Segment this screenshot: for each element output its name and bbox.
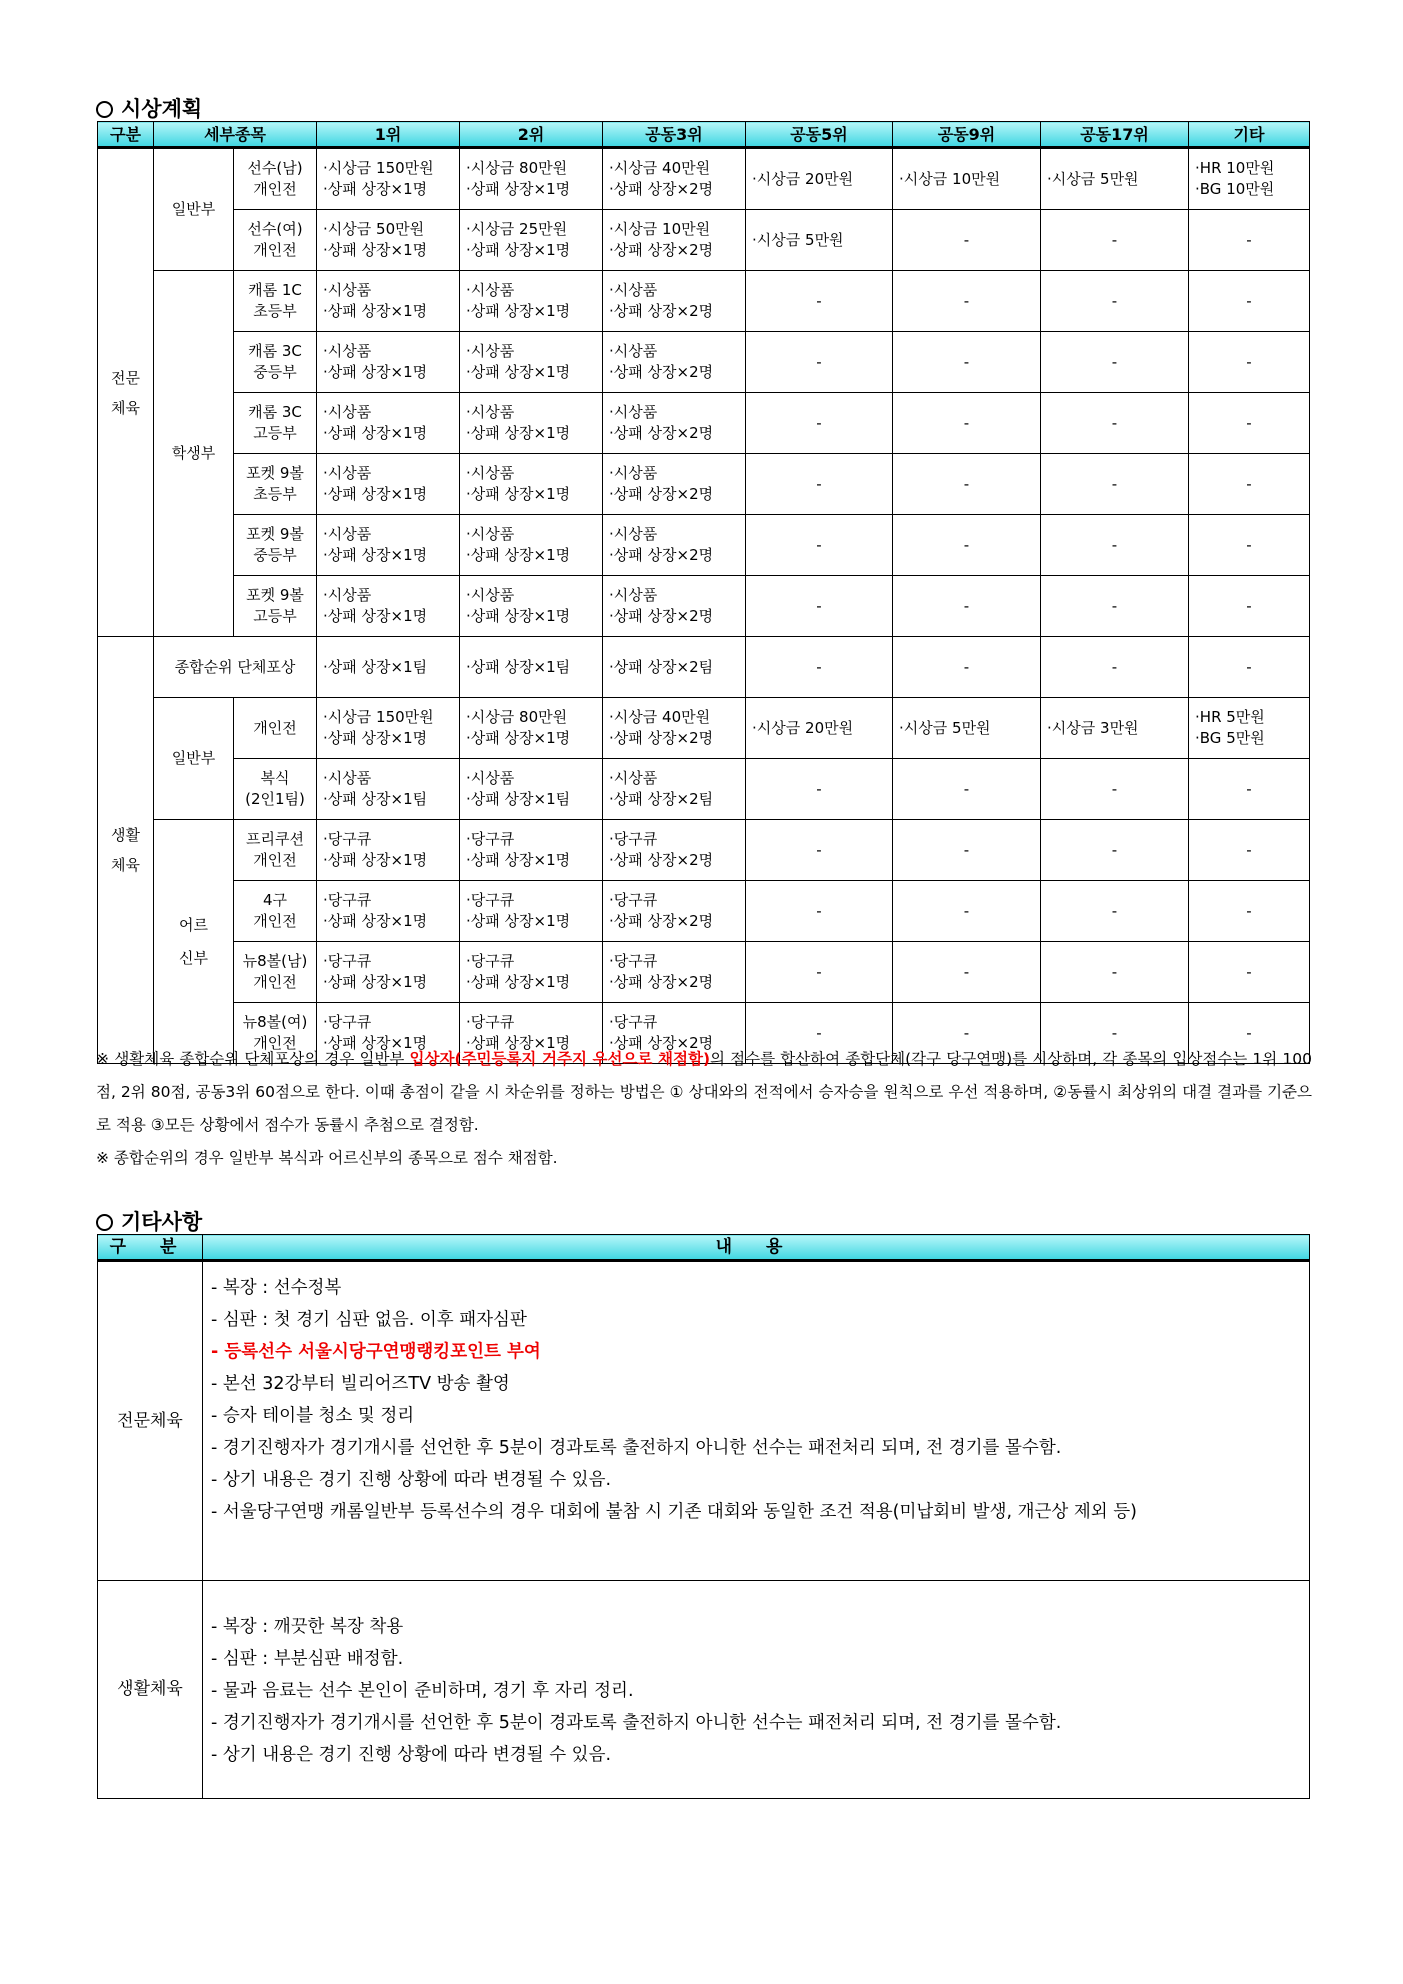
- table-row: [98, 515, 1310, 576]
- prize-cell-p17: -: [1041, 332, 1189, 393]
- event-cell: 포켓 9볼 고등부: [234, 576, 317, 637]
- event-cell: 캐롬 3C 중등부: [234, 332, 317, 393]
- prize-cell-p17: -: [1041, 881, 1189, 942]
- prize-cell-p9: -: [893, 393, 1041, 454]
- subgroup-cell-student: 학생부: [154, 271, 234, 637]
- prize-cell-p1: ·시상금 50만원 ·상패 상장×1명: [317, 210, 460, 271]
- prize-cell-p1: ·시상품 ·상패 상장×1명: [317, 271, 460, 332]
- prize-cell-etc: -: [1189, 637, 1310, 698]
- header-etc: 기타: [1189, 122, 1310, 148]
- table-row: [98, 698, 1310, 759]
- prize-cell-p17: ·시상금 3만원: [1041, 698, 1189, 759]
- header-3rd: 공동3위: [603, 122, 746, 148]
- prize-cell-p2: ·시상품 ·상패 상장×1명: [460, 271, 603, 332]
- prize-cell-p5: -: [746, 820, 893, 881]
- list-item: - 승자 테이블 청소 및 정리: [211, 1400, 1301, 1432]
- etc-row-life: [98, 1581, 1310, 1799]
- event-cell: 뉴8볼(여) 개인전: [234, 1003, 317, 1064]
- subgroup-cell-general: 일반부: [154, 148, 234, 271]
- prize-cell-p17: -: [1041, 759, 1189, 820]
- subgroup-cell-elder: 어르 신부: [154, 820, 234, 1064]
- table-row: [98, 393, 1310, 454]
- prize-cell-p5: -: [746, 759, 893, 820]
- table-row: [98, 576, 1310, 637]
- prize-cell-p2: ·시상금 80만원 ·상패 상장×1명: [460, 148, 603, 210]
- header-9th: 공동9위: [893, 122, 1041, 148]
- prize-cell-p5: -: [746, 271, 893, 332]
- prize-cell-p17: ·시상금 5만원: [1041, 148, 1189, 210]
- list-item: - 복장 : 선수정복: [211, 1272, 1301, 1304]
- event-cell: 개인전: [234, 698, 317, 759]
- prize-cell-p9: -: [893, 271, 1041, 332]
- header-category: 구분: [98, 122, 154, 148]
- table-row: [98, 210, 1310, 271]
- list-item: - 경기진행자가 경기개시를 선언한 후 5분이 경과토록 출전하지 아니한 선수는 패전처리 되며, 전 경기를 몰수함.: [211, 1707, 1301, 1739]
- etc-content-pro: [203, 1261, 1310, 1581]
- prize-cell-p5: -: [746, 515, 893, 576]
- highlight-text: 입상자(주민등록지 거주지 우선으로 채점함): [409, 1050, 711, 1068]
- prize-cell-p9: -: [893, 576, 1041, 637]
- group-cell-pro: 전문 체육: [98, 148, 154, 637]
- prize-cell-p3: ·시상품 ·상패 상장×2명: [603, 271, 746, 332]
- group-cell-life: 생활 체육: [98, 637, 154, 1064]
- prize-cell-p17: -: [1041, 942, 1189, 1003]
- prize-cell-p3: ·시상금 40만원 ·상패 상장×2명: [603, 148, 746, 210]
- prize-cell-p1: ·시상품 ·상패 상장×1팀: [317, 759, 460, 820]
- prize-cell-p1: ·상패 상장×1팀: [317, 637, 460, 698]
- event-cell: 포켓 9볼 초등부: [234, 454, 317, 515]
- etc-list-pro: [211, 1272, 1301, 1528]
- table-header-row: [98, 122, 1310, 148]
- prize-cell-p2: ·시상품 ·상패 상장×1명: [460, 393, 603, 454]
- table-row: [98, 942, 1310, 1003]
- prize-cell-p5: ·시상금 20만원: [746, 698, 893, 759]
- table-row: [98, 637, 1310, 698]
- table-row: [98, 881, 1310, 942]
- etc-category-life: 생활체육: [98, 1581, 203, 1799]
- list-item: - 심판 : 부분심판 배정함.: [211, 1643, 1301, 1675]
- table-row: [98, 759, 1310, 820]
- prize-cell-p3: ·당구큐 ·상패 상장×2명: [603, 1003, 746, 1064]
- prize-cell-etc: -: [1189, 454, 1310, 515]
- list-item: - 본선 32강부터 빌리어즈TV 방송 촬영: [211, 1368, 1301, 1400]
- prize-cell-p3: ·당구큐 ·상패 상장×2명: [603, 942, 746, 1003]
- prize-cell-p3: ·시상금 40만원 ·상패 상장×2명: [603, 698, 746, 759]
- list-item: - 심판 : 첫 경기 심판 없음. 이후 패자심판: [211, 1304, 1301, 1336]
- prize-cell-p5: ·시상금 5만원: [746, 210, 893, 271]
- header-2nd: 2위: [460, 122, 603, 148]
- prize-cell-etc: -: [1189, 576, 1310, 637]
- list-item: - 물과 음료는 선수 본인이 준비하며, 경기 후 자리 정리.: [211, 1675, 1301, 1707]
- prize-cell-p1: ·시상품 ·상패 상장×1명: [317, 454, 460, 515]
- prize-cell-p2: ·시상품 ·상패 상장×1명: [460, 576, 603, 637]
- prize-cell-p3: ·시상금 10만원 ·상패 상장×2명: [603, 210, 746, 271]
- awards-note-2: ※ 종합순위의 경우 일반부 복식과 어르신부의 종목으로 점수 채점함.: [96, 1149, 558, 1167]
- prize-cell-p9: -: [893, 332, 1041, 393]
- etc-content-life: [203, 1581, 1310, 1799]
- prize-cell-p1: ·시상품 ·상패 상장×1명: [317, 515, 460, 576]
- prize-cell-p5: -: [746, 332, 893, 393]
- prize-cell-p5: -: [746, 454, 893, 515]
- prize-cell-p1: ·시상금 150만원 ·상패 상장×1명: [317, 148, 460, 210]
- awards-table: [97, 121, 1310, 1064]
- prize-cell-p5: -: [746, 1003, 893, 1064]
- prize-cell-p5: -: [746, 881, 893, 942]
- etc-list-life: [211, 1611, 1301, 1771]
- event-cell: 선수(여) 개인전: [234, 210, 317, 271]
- table-row: [98, 271, 1310, 332]
- prize-cell-p2: ·시상금 80만원 ·상패 상장×1명: [460, 698, 603, 759]
- prize-cell-p1: ·당구큐 ·상패 상장×1명: [317, 881, 460, 942]
- prize-cell-etc: -: [1189, 1003, 1310, 1064]
- header-17th: 공동17위: [1041, 122, 1189, 148]
- header-1st: 1위: [317, 122, 460, 148]
- table-row: [98, 332, 1310, 393]
- prize-cell-p1: ·시상품 ·상패 상장×1명: [317, 576, 460, 637]
- event-cell: 포켓 9볼 중등부: [234, 515, 317, 576]
- prize-cell-p2: ·상패 상장×1팀: [460, 637, 603, 698]
- circle-bullet-icon: [96, 1214, 113, 1231]
- prize-cell-etc: -: [1189, 515, 1310, 576]
- awards-note-1: ※ 생활체육 종합순위 단체포상의 경우 일반부 입상자(주민등록지 거주지 우선으로 채점함)의 점수를 합산하여 종합단체(각구 당구연맹)를 시상하며, 각 종목의 입상점수는 1위 100점, 2위 80점, 공동3위 60점으로 한다. 이때 총점이 같을 시 차순위를 정하는 방법은 ① 상대와의 전적에서 승자승을 원칙으로 우선 적용하며, ②동률시 최상위의 대결 결과를 기준으로 적용 ③모든 상황에서 점수가 동률시 추첨으로 결정함.: [96, 1050, 1312, 1134]
- prize-cell-p2: ·당구큐 ·상패 상장×1명: [460, 881, 603, 942]
- prize-cell-p17: -: [1041, 515, 1189, 576]
- table-row: [98, 820, 1310, 881]
- prize-cell-p1: ·시상품 ·상패 상장×1명: [317, 332, 460, 393]
- prize-cell-etc: -: [1189, 820, 1310, 881]
- prize-cell-p17: -: [1041, 210, 1189, 271]
- prize-cell-etc: -: [1189, 881, 1310, 942]
- etc-row-pro: [98, 1261, 1310, 1581]
- prize-cell-p9: ·시상금 10만원: [893, 148, 1041, 210]
- prize-cell-p5: -: [746, 576, 893, 637]
- prize-cell-p1: ·당구큐 ·상패 상장×1명: [317, 942, 460, 1003]
- prize-cell-p2: ·시상품 ·상패 상장×1명: [460, 454, 603, 515]
- prize-cell-p3: ·상패 상장×2팀: [603, 637, 746, 698]
- prize-cell-p3: ·시상품 ·상패 상장×2명: [603, 454, 746, 515]
- prize-cell-p9: -: [893, 820, 1041, 881]
- list-item: - 경기진행자가 경기개시를 선언한 후 5분이 경과토록 출전하지 아니한 선수는 패전처리 되며, 전 경기를 몰수함.: [211, 1432, 1301, 1464]
- prize-cell-p17: -: [1041, 576, 1189, 637]
- event-cell: 4구 개인전: [234, 881, 317, 942]
- list-item: - 복장 : 깨끗한 복장 착용: [211, 1611, 1301, 1643]
- prize-cell-p17: -: [1041, 271, 1189, 332]
- prize-cell-p5: ·시상금 20만원: [746, 148, 893, 210]
- prize-cell-p2: ·시상품 ·상패 상장×1명: [460, 515, 603, 576]
- list-item: - 등록선수 서울시당구연맹랭킹포인트 부여: [211, 1336, 1301, 1368]
- prize-cell-p9: -: [893, 210, 1041, 271]
- prize-cell-p2: ·당구큐 ·상패 상장×1명: [460, 942, 603, 1003]
- section-title-awards: 시상계획: [96, 95, 202, 123]
- etc-table: [97, 1234, 1310, 1799]
- event-cell: 프리쿠션 개인전: [234, 820, 317, 881]
- prize-cell-p3: ·시상품 ·상패 상장×2명: [603, 332, 746, 393]
- prize-cell-etc: ·HR 5만원 ·BG 5만원: [1189, 698, 1310, 759]
- prize-cell-p17: -: [1041, 637, 1189, 698]
- table-row: [98, 454, 1310, 515]
- prize-cell-p9: -: [893, 454, 1041, 515]
- prize-cell-etc: -: [1189, 393, 1310, 454]
- prize-cell-p5: -: [746, 942, 893, 1003]
- etc-category-pro: 전문체육: [98, 1261, 203, 1581]
- prize-cell-p3: ·시상품 ·상패 상장×2명: [603, 393, 746, 454]
- event-cell: 뉴8볼(남) 개인전: [234, 942, 317, 1003]
- prize-cell-etc: -: [1189, 942, 1310, 1003]
- prize-cell-p2: ·당구큐 ·상패 상장×1명: [460, 1003, 603, 1064]
- list-item: - 상기 내용은 경기 진행 상황에 따라 변경될 수 있음.: [211, 1739, 1301, 1771]
- prize-cell-p17: -: [1041, 1003, 1189, 1064]
- table-row: [98, 148, 1310, 210]
- circle-bullet-icon: [96, 101, 113, 118]
- prize-cell-p9: -: [893, 1003, 1041, 1064]
- header-event: 세부종목: [154, 122, 317, 148]
- prize-cell-p9: -: [893, 759, 1041, 820]
- prize-cell-p17: -: [1041, 454, 1189, 515]
- prize-cell-p2: ·당구큐 ·상패 상장×1명: [460, 820, 603, 881]
- list-item: - 상기 내용은 경기 진행 상황에 따라 변경될 수 있음.: [211, 1464, 1301, 1496]
- prize-cell-p9: -: [893, 515, 1041, 576]
- prize-cell-p17: -: [1041, 393, 1189, 454]
- event-cell: 선수(남) 개인전: [234, 148, 317, 210]
- prize-cell-p5: -: [746, 637, 893, 698]
- header-5th: 공동5위: [746, 122, 893, 148]
- header-category: 구 분: [98, 1235, 203, 1261]
- prize-cell-p1: ·시상금 150만원 ·상패 상장×1명: [317, 698, 460, 759]
- prize-cell-p9: -: [893, 637, 1041, 698]
- prize-cell-etc: ·HR 10만원 ·BG 10만원: [1189, 148, 1310, 210]
- prize-cell-p9: ·시상금 5만원: [893, 698, 1041, 759]
- prize-cell-p3: ·시상품 ·상패 상장×2명: [603, 515, 746, 576]
- prize-cell-p3: ·시상품 ·상패 상장×2명: [603, 576, 746, 637]
- prize-cell-p5: -: [746, 393, 893, 454]
- prize-cell-etc: -: [1189, 210, 1310, 271]
- header-content: 내 용: [203, 1235, 1310, 1261]
- prize-cell-p3: ·당구큐 ·상패 상장×2명: [603, 820, 746, 881]
- prize-cell-p17: -: [1041, 820, 1189, 881]
- prize-cell-p2: ·시상품 ·상패 상장×1명: [460, 332, 603, 393]
- list-item: - 서울당구연맹 캐롬일반부 등록선수의 경우 대회에 불참 시 기존 대회와 동일한 조건 적용(미납회비 발생, 개근상 제외 등): [211, 1496, 1301, 1528]
- event-cell: 종합순위 단체포상: [154, 637, 317, 698]
- prize-cell-etc: -: [1189, 759, 1310, 820]
- prize-cell-p2: ·시상품 ·상패 상장×1팀: [460, 759, 603, 820]
- prize-cell-etc: -: [1189, 332, 1310, 393]
- section-title-etc: 기타사항: [96, 1208, 202, 1236]
- prize-cell-p9: -: [893, 881, 1041, 942]
- prize-cell-etc: -: [1189, 271, 1310, 332]
- prize-cell-p1: ·시상품 ·상패 상장×1명: [317, 393, 460, 454]
- table-header-row: [98, 1235, 1310, 1261]
- prize-cell-p1: ·당구큐 ·상패 상장×1명: [317, 1003, 460, 1064]
- prize-cell-p2: ·시상금 25만원 ·상패 상장×1명: [460, 210, 603, 271]
- event-cell: 캐롬 3C 고등부: [234, 393, 317, 454]
- prize-cell-p3: ·시상품 ·상패 상장×2팀: [603, 759, 746, 820]
- event-cell: 복식 (2인1팀): [234, 759, 317, 820]
- event-cell: 캐롬 1C 초등부: [234, 271, 317, 332]
- prize-cell-p3: ·당구큐 ·상패 상장×2명: [603, 881, 746, 942]
- prize-cell-p1: ·당구큐 ·상패 상장×1명: [317, 820, 460, 881]
- subgroup-cell-general: 일반부: [154, 698, 234, 820]
- prize-cell-p9: -: [893, 942, 1041, 1003]
